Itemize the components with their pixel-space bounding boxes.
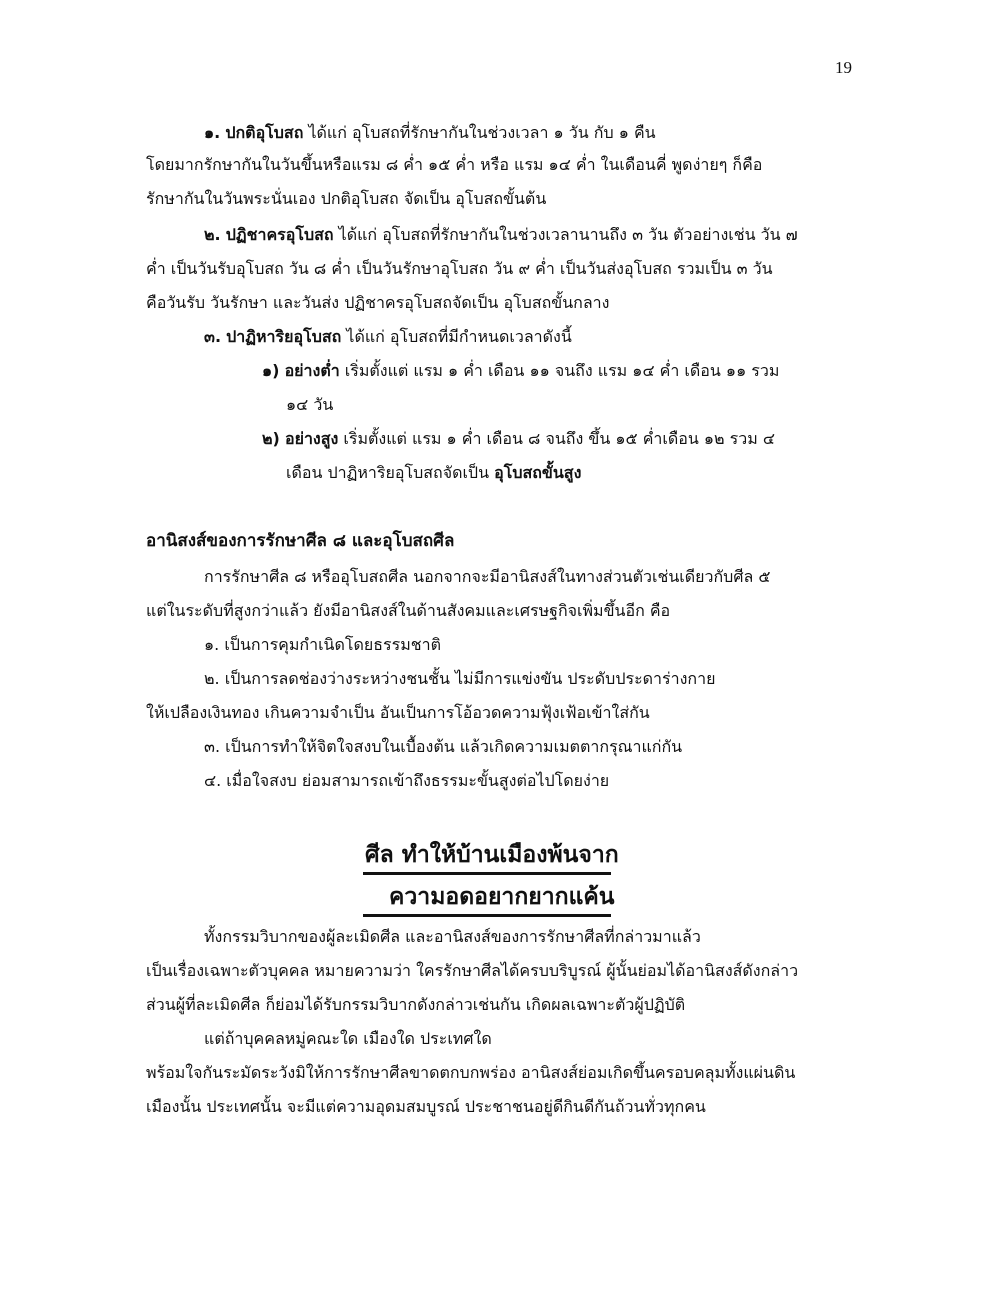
- section-title-line-2: ความอดอยากยากแค้น: [389, 884, 615, 910]
- upo-item-3-text: ได้แก่ อุโบสถที่มีกำหนดเวลาดังนี้: [341, 327, 572, 346]
- sub-item-2-text: เริ่มตั้งแต่ แรม ๑ ค่ำ เดือน ๘ จนถึง ขึ้น ๑๕ ค่ำเดือน ๑๒ รวม ๔: [338, 429, 775, 448]
- upo-item-2-line-3: คือวันรับ วันรักษา และวันส่ง ปฏิชาครอุโบสถจัดเป็น อุโบสถขั้นกลาง: [146, 293, 610, 312]
- sub-item-1-number: ๑): [262, 361, 280, 380]
- closing-line-3: ส่วนผู้ที่ละเมิดศีล ก็ย่อมได้รับกรรมวิบากดังกล่าวเช่นกัน เกิดผลเฉพาะตัวผู้ปฏิบัติ: [146, 995, 686, 1014]
- upo-item-2-line-1: [204, 220, 798, 250]
- benefits-para-line-1: การรักษาศีล ๘ หรืออุโบสถศีล นอกจากจะมีอานิสงส์ในทางส่วนตัวเช่นเดียวกับศีล ๕: [204, 567, 771, 586]
- upo-item-1-title: ปกติอุโบสถ: [225, 123, 304, 142]
- benefit-item-3: ๓. เป็นการทำให้จิตใจสงบในเบื้องต้น แล้วเกิดความเมตตากรุณาแก่กัน: [204, 737, 683, 756]
- closing-line-4: แต่ถ้าบุคคลหมู่คณะใด เมืองใด ประเทศใด: [204, 1029, 492, 1048]
- upo-item-3-title: ปาฏิหาริยอุโบสถ: [226, 327, 342, 346]
- upo-item-1-number: ๑.: [204, 123, 221, 142]
- upo-item-1-line-3: รักษากันในวันพระนั่นเอง ปกติอุโบสถ จัดเป็น อุโบสถขั้นต้น: [146, 189, 547, 208]
- benefits-para-line-2: แต่ในระดับที่สูงกว่าแล้ว ยังมีอานิสงส์ในด้านสังคมและเศรษฐกิจเพิ่มขึ้นอีก คือ: [146, 601, 671, 620]
- sub-item-1-line-2: ๑๔ วัน: [286, 395, 334, 414]
- closing-line-6: เมืองนั้น ประเทศนั้น จะมีแต่ความอุดมสมบูรณ์ ประชาชนอยู่ดีกินดีกันถ้วนทั่วทุกคน: [146, 1097, 706, 1116]
- upo-item-1-line-1: [204, 118, 656, 148]
- sub-item-1-title: อย่างต่ำ: [284, 361, 340, 380]
- sub-item-1-line-1: [262, 356, 779, 386]
- sub-item-2-line-2-text: เดือน ปาฏิหาริยอุโบสถจัดเป็น: [286, 463, 495, 482]
- page-number: 19: [835, 58, 852, 77]
- benefits-heading: อานิสงส์ของการรักษาศีล ๘ และอุโบสถศีล: [146, 531, 455, 551]
- benefit-item-1: ๑. เป็นการคุมกำเนิดโดยธรรมชาติ: [204, 635, 441, 654]
- upo-item-2-title: ปฏิชาครอุโบสถ: [225, 225, 334, 244]
- sub-item-2-line-1: [262, 424, 775, 454]
- benefit-item-2-line-2: ให้เปลืองเงินทอง เกินความจำเป็น อันเป็นการโอ้อวดความฟุ้งเฟ้อเข้าใส่กัน: [146, 703, 650, 722]
- sub-item-2-title: อย่างสูง: [284, 429, 339, 448]
- upo-item-2-text: ได้แก่ อุโบสถที่รักษากันในช่วงเวลานานถึง ๓ วัน ตัวอย่างเช่น วัน ๗: [333, 225, 798, 244]
- sub-item-2-number: ๒): [262, 429, 280, 448]
- section-title-underline-1: [363, 872, 611, 875]
- closing-line-5: พร้อมใจกันระมัดระวังมิให้การรักษาศีลขาดตกบกพร่อง อานิสงส์ย่อมเกิดขึ้นครอบคลุมทั้งแผ่นดิน: [146, 1063, 796, 1082]
- upo-item-2-line-2: ค่ำ เป็นวันรับอุโบสถ วัน ๘ ค่ำ เป็นวันรักษาอุโบสถ วัน ๙ ค่ำ เป็นวันส่งอุโบสถ รวมเป็น ๓ วัน: [146, 259, 773, 278]
- section-title-underline-2: [363, 914, 611, 917]
- section-title-line-1: ศีล ทำให้บ้านเมืองพ้นจาก: [365, 842, 619, 868]
- sub-item-2-line-2-bold: อุโบสถขั้นสูง: [494, 463, 582, 482]
- closing-line-1: ทั้งกรรมวิบากของผู้ละเมิดศีล และอานิสงส์ของการรักษาศีลที่กล่าวมาแล้ว: [204, 927, 701, 946]
- upo-item-3-number: ๓.: [204, 327, 222, 346]
- benefit-item-4: ๔. เมื่อใจสงบ ย่อมสามารถเข้าถึงธรรมะขั้นสูงต่อไปโดยง่าย: [204, 771, 610, 790]
- sub-item-2-line-2: [286, 458, 581, 488]
- upo-item-3-line-1: [204, 322, 572, 352]
- sub-item-1-text: เริ่มตั้งแต่ แรม ๑ ค่ำ เดือน ๑๑ จนถึง แรม ๑๔ ค่ำ เดือน ๑๑ รวม: [339, 361, 780, 380]
- upo-item-2-number: ๒.: [204, 225, 221, 244]
- closing-line-2: เป็นเรื่องเฉพาะตัวบุคคล หมายความว่า ใครรักษาศีลได้ครบบริบูรณ์ ผู้นั้นย่อมได้อานิสงส์ดังกล่าว: [146, 961, 799, 980]
- upo-item-1-line-2: โดยมากรักษากันในวันขึ้นหรือแรม ๘ ค่ำ ๑๕ ค่ำ หรือ แรม ๑๔ ค่ำ ในเดือนคี่ พูดง่ายๆ ก็คือ: [146, 155, 763, 174]
- upo-item-1-text: ได้แก่ อุโบสถที่รักษากันในช่วงเวลา ๑ วัน กับ ๑ คืน: [303, 123, 656, 142]
- benefit-item-2-line-1: ๒. เป็นการลดช่องว่างระหว่างชนชั้น ไม่มีการแข่งขัน ประดับประดาร่างกาย: [204, 669, 716, 688]
